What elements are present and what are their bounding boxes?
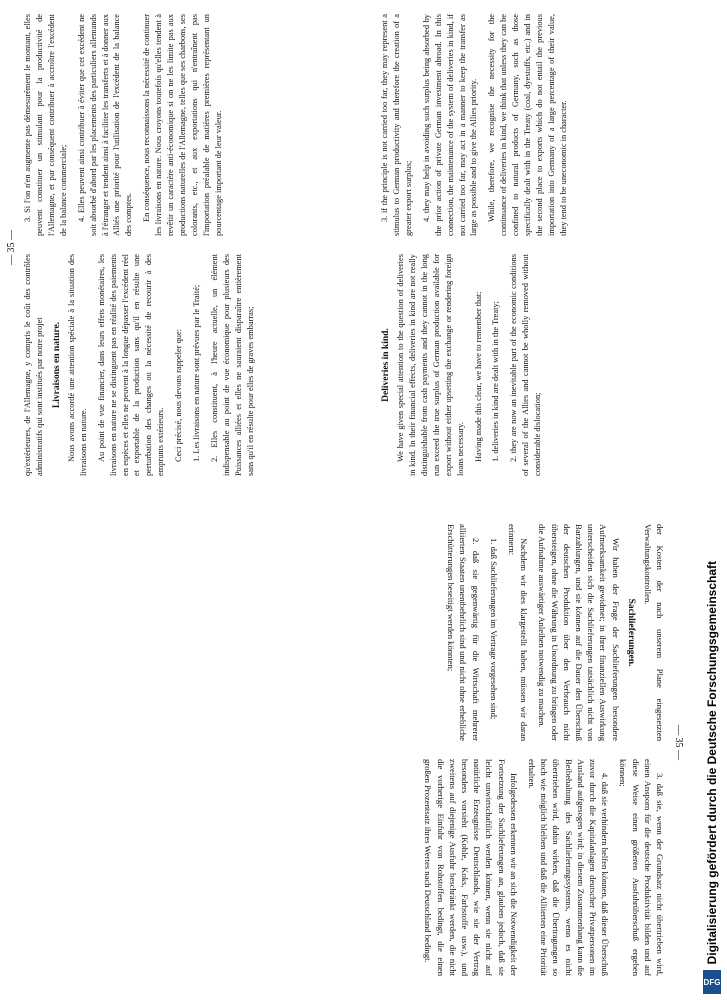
french-paragraph: qu'extérieures, de l'Allemagne, y compris le coût des contrôles administratifs qui sont institués par notre projet [23, 254, 44, 476]
upper-page-rotated [0, 0, 690, 490]
french-paragraph: Au point de vue financier, dans leurs effets monétaires, les livraisons en nature ne se distinguent pas en réalité des paiements en espèces et elles ne peuvent à la longue dépasser l'excédent réel et exportable de la production sans qu'il en résulte une perturbation des changes ou la nécessité de recourir à des emprunts extérieurs. [96, 254, 166, 476]
english-list-item: 1. deliveries in kind are dealt with in the Treaty; [491, 301, 501, 462]
english-paragraph: We have given special attention to the question of deliveries in kind. In their financial effects, deliveries in kind are not really distinguishable from cash payments and they cannot in the long run exceed the true surplus of German production available for export without either upsetting the exchange or rendering foreign loans necessary. [396, 254, 465, 476]
french-list-item: 3. Si l'on n'en augmente pas démesurément le montant, elles peuvent constituer un stimulant pour la productivité de l'Allemagne, et par conséquent contribuer à accroître l'excédent de la balance commerciale; [23, 14, 68, 236]
english-paragraph: Having made this clear, we have to remember that: [473, 291, 483, 462]
german-paragraph: der Kosten der nach unserem Plane eingesetzten Verwaltungskontrollen. [642, 524, 665, 741]
upper-page-block [0, 0, 690, 490]
french-page-number: — 35 — [6, 230, 17, 265]
french-page [0, 0, 345, 490]
english-list-item: 2. they are now an inevitable part of the economic conditions of several of the Allies and cannot be wholly removed without considerable dislocation; [509, 254, 543, 476]
german-list-item: 1. daß Sachlieferungen im Vertrage vorgesehen sind; [488, 538, 499, 720]
german-paragraph: Infolgedessen erkennen wir an sich die Notwendigkeit der Fortsetzung der Sachlieferungen an, glauben jedoch, daß sie leicht unwirtschaftlich werden können, wenn sie nicht auf natürliche Erzeugnisse Deutschlands, wie sie der Vertrag besonders vorsieht (Kohle, Koks, Farbstoffe usw.), und zweitens auf diejenige Ausfuhr beschränkt werden, die nicht die vorherige Einfuhr von Rohstoffen bedingt, die einen großen Prozentsatz ihres Wertes nach Deutschland bedingt. [423, 759, 519, 976]
german-paragraph: Nachdem wir dies klargestellt haben, müssen wir daran erinnern: [506, 524, 530, 741]
german-page-number: — 35 — [673, 725, 684, 760]
english-column-2 [379, 14, 682, 236]
german-list-item: 4. daß sie verhindern helfen können, daß dieser Überschuß zuvor durch die Kapitalanlagen deutscher Privatpersonen im Ausland aufgesogen wird; in diesem Zusammenhang kann die Beibehaltung des Sachlieferungssystems, wenn es nicht übertrieben wird, dahin wirken, daß die Übertragungen so hoch wie möglich bleiben und daß die Alliierten eine Priorität erhalten. [526, 759, 611, 976]
french-paragraph: En conséquence, nous reconnaissons la nécessité de continuer les livraisons en nature. Nous croyons toutefois qu'elles tendent à revêtir un caractère anti-économique si on ne les limite pas aux productions naturelles de l'Allemagne, telles que ses charbons, ses colorants, etc., et aux exportations qui n'entraînent pas l'importation préalable de matières premières représentant un pourcentage important de leur valeur. [142, 14, 223, 236]
german-list-item: 3. daß sie, wenn der Grundsatz nicht übertrieben wird, einen Ansporn für die deutsche Produktivität bilden und auf diese Weise einen größeren Ausfuhrüberschuß ergeben können; [618, 759, 665, 976]
french-column-2 [22, 14, 337, 236]
english-column-1 [379, 254, 682, 476]
english-list-item: 4. they may help in avoiding such surplus being absorbed by the prior action of private German investment abroad. In this connection, the maintenance of the system of deliveries in kind, if not carried too far, may act in a manner to keep the transfer as large as possible and to give the Allies priority. [421, 14, 479, 236]
credit-text: Digitalisierung gefördert durch die Deutsche Forschungsgemeinschaft [705, 560, 719, 964]
dfg-logo: DFG [703, 970, 721, 994]
french-heading: Livraisons en nature. [51, 321, 62, 409]
english-heading: Deliveries in kind. [381, 328, 391, 402]
english-page [345, 0, 690, 490]
german-column-1 [10, 524, 666, 741]
french-list-item: 1. Les livraisons en nature sont prévues par le Traité; [192, 284, 202, 462]
french-paragraph: Nous avons accordé une attention spéciale à la situation des livraisons en nature. [66, 254, 88, 476]
german-paragraph: Wir haben der Frage der Sachlieferungen besondere Aufmerksamkeit gewidmet; in ihrer finanziellen Auswirkung unterscheiden sich die Sachlieferungen tatsächlich nicht von Barzahlungen, und sie können auf die Dauer den Überschuß der deutschen Produktion über den Verbrauch nicht übersteigen, ohne die Währung in Unordnung zu bringen oder die Aufnahme auswärtiger Anleihen notwendig zu machen. [537, 524, 621, 741]
french-list-item: 4. Elles peuvent ainsi contribuer à éviter que cet excédent ne soit absorbé d'abord par les placements des particuliers allemands à l'étranger et tendent ainsi à faciliter les transferts et à donner aux Alliés une priorité pour l'utilisation de l'excédent de la balance des comptes. [76, 14, 134, 236]
lower-page-block [0, 510, 690, 990]
digitization-credit [701, 10, 723, 994]
english-list-item: 3. if the principle is not carried too far, they may represent a stimulus to German productivity and therefore the creation of a greater export surplus; [380, 14, 413, 236]
german-column-2 [10, 759, 666, 976]
german-list-item: 2. daß sie gegenwärtig für die Wirtschaft mehrerer alliierten Staaten unentbehrlich sind und nicht ohne erhebliche Erschütterungen beseitigt werden könnten; [446, 524, 481, 741]
german-heading: Sachlieferungen. [625, 598, 636, 667]
german-page [0, 510, 690, 990]
english-paragraph: While, therefore, we recognise the necessity for the continuance of deliveries in kind, we think that unless they can be confined to natural products of Germany, such as those specifically dealt with in the Treaty (coal, dyestuffs, etc.) and in the second place to exports which do not entail the previous importation into Germany of a large percentage of their value, they tend to be uneconomic in character. [487, 14, 568, 236]
french-column-1 [22, 254, 337, 476]
french-list-item: 2. Elles constituent, à l'heure actuelle, un élément indispensable au point de vue économique pour plusieurs des Puissances alliées et elles ne sauraient disparaître entièrement sans qu'il en résulte pour elles de graves embarras; [210, 254, 255, 476]
french-paragraph: Ceci précisé, nous devons rappeler que: [174, 328, 184, 462]
